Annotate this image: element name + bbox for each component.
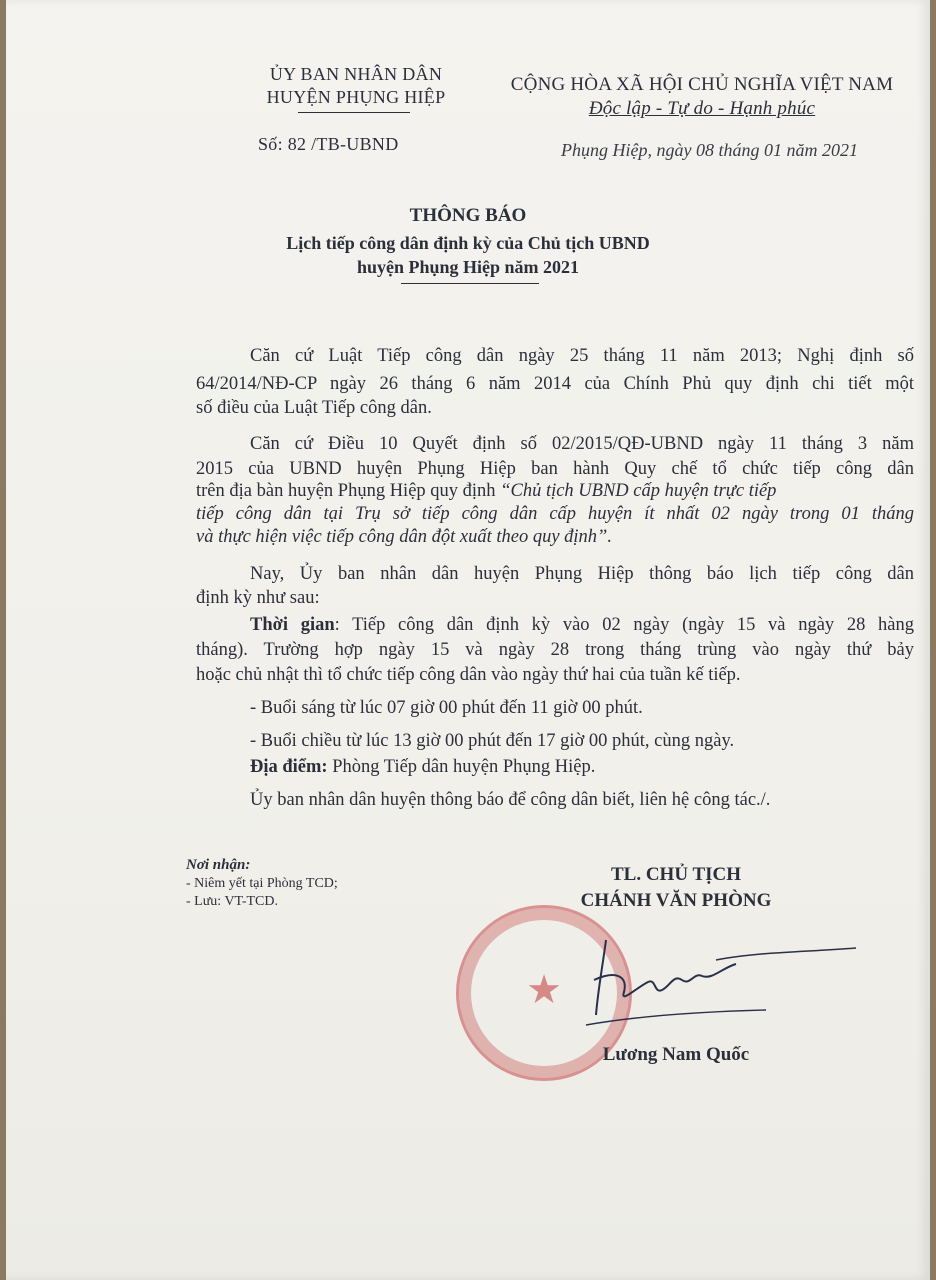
para-2-line-1: Căn cứ Điều 10 Quyết định số 02/2015/QĐ-UBND ngày 11 tháng 3 năm [250, 434, 914, 454]
document-page [6, 0, 930, 1280]
para-3-line-1: Nay, Ủy ban nhân dân huyện Phụng Hiệp thông báo lịch tiếp công dân [250, 564, 914, 584]
national-title: CỘNG HÒA XÃ HỘI CHỦ NGHĨA VIỆT NAM [510, 74, 894, 95]
para-2-line-4: tiếp công dân tại Trụ sở tiếp công dân cấp huyện ít nhất 02 ngày trong 01 tháng [196, 504, 914, 524]
document-number: Số: 82 /TB-UBND [258, 134, 399, 154]
para-1-line-3: số điều của Luật Tiếp công dân. [196, 398, 432, 418]
recipients-block [186, 857, 338, 910]
para-2-line-2: 2015 của UBND huyện Phụng Hiệp ban hành Quy chế tổ chức tiếp công dân [196, 459, 914, 479]
handwritten-signature [566, 930, 866, 1040]
agency-name [256, 64, 456, 108]
para-1-line-1: Căn cứ Luật Tiếp công dân ngày 25 tháng 11 năm 2013; Nghị định số [250, 346, 914, 366]
para-4-line-2: tháng). Trường hợp ngày 15 và ngày 28 trong tháng trùng vào ngày thứ bảy [196, 640, 914, 660]
signature-title-2: CHÁNH VĂN PHÒNG [580, 890, 772, 911]
time-label: Thời gian [250, 615, 335, 635]
para-4-line-1 [250, 614, 914, 636]
document-title: THÔNG BÁO [409, 205, 527, 226]
star-icon: ★ [526, 967, 562, 1012]
recipient-item: - Lưu: VT-TCD. [186, 894, 278, 909]
document-subtitle-1: Lịch tiếp công dân định kỳ của Chủ tịch UBND [286, 233, 650, 253]
signature-title-1: TL. CHỦ TỊCH [610, 864, 742, 885]
para-2-line-3 [196, 480, 914, 502]
time-text: : Tiếp công dân định kỳ vào 02 ngày (ngày 15 và ngày 28 hàng [334, 615, 914, 635]
para-1-line-2: 64/2014/NĐ-CP ngày 26 tháng 6 năm 2014 của Chính Phủ quy định chi tiết một [196, 374, 914, 394]
closing-line: Ủy ban nhân dân huyện thông báo để công dân biết, liên hệ công tác./. [250, 790, 771, 810]
agency-line-1: ỦY BAN NHÂN DÂN [269, 64, 443, 84]
recipients-label: Nơi nhận: [186, 857, 251, 873]
para-2-line-3-text: trên địa bàn huyện Phụng Hiệp quy định [196, 481, 501, 501]
document-date: Phụng Hiệp, ngày 08 tháng 01 năm 2021 [561, 140, 858, 160]
morning-hours: - Buổi sáng từ lúc 07 giờ 00 phút đến 11 giờ 00 phút. [250, 698, 643, 718]
signer-name: Lương Nam Quốc [602, 1044, 750, 1065]
recipient-item: - Niêm yết tại Phòng TCD; [186, 876, 338, 891]
para-2-line-5: và thực hiện việc tiếp công dân đột xuất theo quy định”. [196, 527, 612, 547]
location-line [250, 756, 595, 778]
afternoon-hours: - Buổi chiều từ lúc 13 giờ 00 phút đến 17 giờ 00 phút, cùng ngày. [250, 731, 735, 751]
location-label: Địa điểm: [250, 757, 328, 777]
title-underline [401, 283, 539, 284]
national-motto: Độc lập - Tự do - Hạnh phúc [588, 98, 816, 119]
para-4-line-3: hoặc chủ nhật thì tổ chức tiếp công dân vào ngày thứ hai của tuần kế tiếp. [196, 665, 741, 685]
para-2-line-3-quote: “Chủ tịch UBND cấp huyện trực tiếp [500, 481, 777, 501]
para-3-line-2: định kỳ như sau: [196, 588, 320, 608]
location-text: Phòng Tiếp dân huyện Phụng Hiệp. [327, 757, 596, 777]
agency-line-2: HUYỆN PHỤNG HIỆP [266, 87, 446, 107]
agency-underline [298, 112, 410, 113]
document-subtitle-2: huyện Phụng Hiệp năm 2021 [356, 257, 580, 277]
